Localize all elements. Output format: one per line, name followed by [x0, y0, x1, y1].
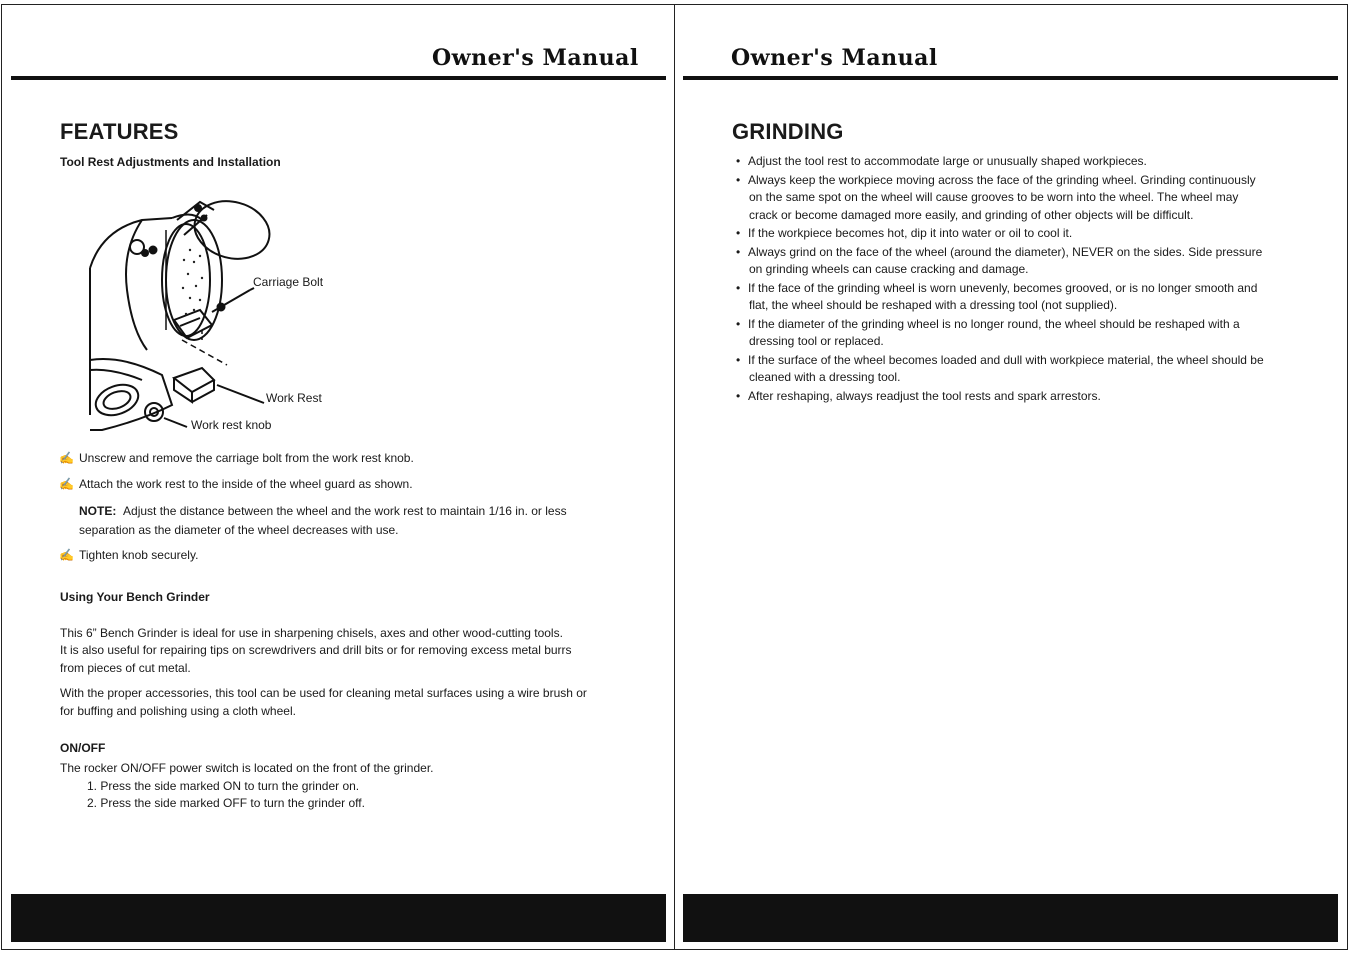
- para-2-line-1: With the proper accessories, this tool can be used for cleaning metal surfaces using a wire brush or: [60, 686, 587, 700]
- subheading-onoff: ON/OFF: [60, 741, 106, 755]
- grinding-tip-item: [735, 316, 1295, 351]
- section-title-grinding: GRINDING: [732, 119, 844, 144]
- note-text-1: Adjust the distance between the wheel and the work rest to maintain 1/16 in. or less: [123, 504, 567, 518]
- footer-bar: [683, 894, 1338, 942]
- grinding-tip-item: [735, 172, 1295, 225]
- grinding-tip-line: • If the surface of the wheel becomes loaded and dull with workpiece material, the wheel should be: [748, 352, 1264, 367]
- grinding-tip-item: [735, 153, 1295, 171]
- tool-rest-diagram: [82, 190, 372, 445]
- grinding-tip-line: flat, the wheel should be reshaped with a dressing tool (not supplied).: [749, 298, 1118, 312]
- section-title-features: FEATURES: [60, 119, 179, 144]
- onoff-step-2: 2. Press the side marked OFF to turn the grinder off.: [87, 796, 365, 810]
- step-2: Attach the work rest to the inside of the wheel guard as shown.: [79, 477, 413, 491]
- grinding-tip-line: • Always grind on the face of the wheel (around the diameter), NEVER on the sides. Side pressure: [748, 244, 1263, 259]
- grinding-tip-line: • After reshaping, always readjust the tool rests and spark arrestors.: [748, 388, 1101, 403]
- grinding-tip-item: [735, 388, 1295, 406]
- grinding-tip-line: • If the diameter of the grinding wheel is no longer round, the wheel should be reshaped with a: [748, 316, 1240, 331]
- header-rule: [683, 76, 1338, 80]
- writing-hand-icon: ✍: [59, 451, 74, 465]
- grinding-tips-list: [735, 153, 1295, 406]
- grinding-tip-line: • If the workpiece becomes hot, dip it into water or oil to cool it.: [748, 226, 1073, 240]
- step-1: Unscrew and remove the carriage bolt from the work rest knob.: [79, 451, 414, 465]
- label-work-rest: Work Rest: [266, 391, 322, 405]
- grinding-tip-item: [735, 225, 1295, 243]
- para-2-line-2: for buffing and polishing using a cloth wheel.: [60, 704, 296, 718]
- left-page: [1, 4, 675, 950]
- grinding-tip-line: • Always keep the workpiece moving across the face of the grinding wheel. Grinding continuously: [748, 172, 1256, 187]
- note-line-2: separation as the diameter of the wheel decreases with use.: [79, 523, 399, 537]
- header-rule: [11, 76, 666, 80]
- step-3: Tighten knob securely.: [79, 548, 199, 562]
- grinding-tip-line: cleaned with a dressing tool.: [749, 370, 901, 384]
- label-work-rest-knob: Work rest knob: [191, 418, 272, 432]
- para-1-line-2: It is also useful for repairing tips on screwdrivers and drill bits or for removing excess metal burrs: [60, 643, 572, 657]
- grinding-tip-line: crack or become damaged more easily, and grinding of other objects will be difficult.: [749, 207, 1194, 222]
- para-1-line-3: from pieces of cut metal.: [60, 661, 191, 675]
- page-header-title: Owner's Manual: [731, 45, 938, 71]
- grinding-tip-line: • Adjust the tool rest to accommodate large or unusually shaped workpieces.: [748, 154, 1147, 168]
- grinding-tip-item: [735, 244, 1295, 279]
- subheading-tool-rest: Tool Rest Adjustments and Installation: [60, 155, 281, 169]
- grinding-tip-item: [735, 352, 1295, 387]
- grinding-tip-line: • If the face of the grinding wheel is worn unevenly, becomes grooved, or is no longer smooth and: [748, 280, 1258, 295]
- label-carriage-bolt: Carriage Bolt: [253, 275, 324, 289]
- subheading-using-grinder: Using Your Bench Grinder: [60, 590, 210, 604]
- onoff-step-1: 1. Press the side marked ON to turn the grinder on.: [87, 779, 360, 793]
- page-header-title: Owner's Manual: [432, 45, 639, 71]
- writing-hand-icon: ✍: [59, 548, 74, 562]
- grinding-tip-line: on grinding wheels can cause cracking and damage.: [749, 262, 1029, 276]
- writing-hand-icon: ✍: [59, 477, 74, 491]
- onoff-text: The rocker ON/OFF power switch is located on the front of the grinder.: [60, 761, 434, 775]
- footer-bar: [11, 894, 666, 942]
- grinding-tip-item: [735, 280, 1295, 315]
- grinding-tip-line: dressing tool or replaced.: [749, 334, 884, 348]
- right-page: [675, 4, 1348, 950]
- note-label: NOTE:: [79, 504, 117, 518]
- para-1-line-1: This 6” Bench Grinder is ideal for use in sharpening chisels, axes and other wood-cutting tools.: [60, 626, 563, 640]
- note-line-1: [79, 503, 567, 520]
- grinding-tip-line: on the same spot on the wheel will cause grooves to be worn into the wheel. The wheel may: [749, 190, 1239, 204]
